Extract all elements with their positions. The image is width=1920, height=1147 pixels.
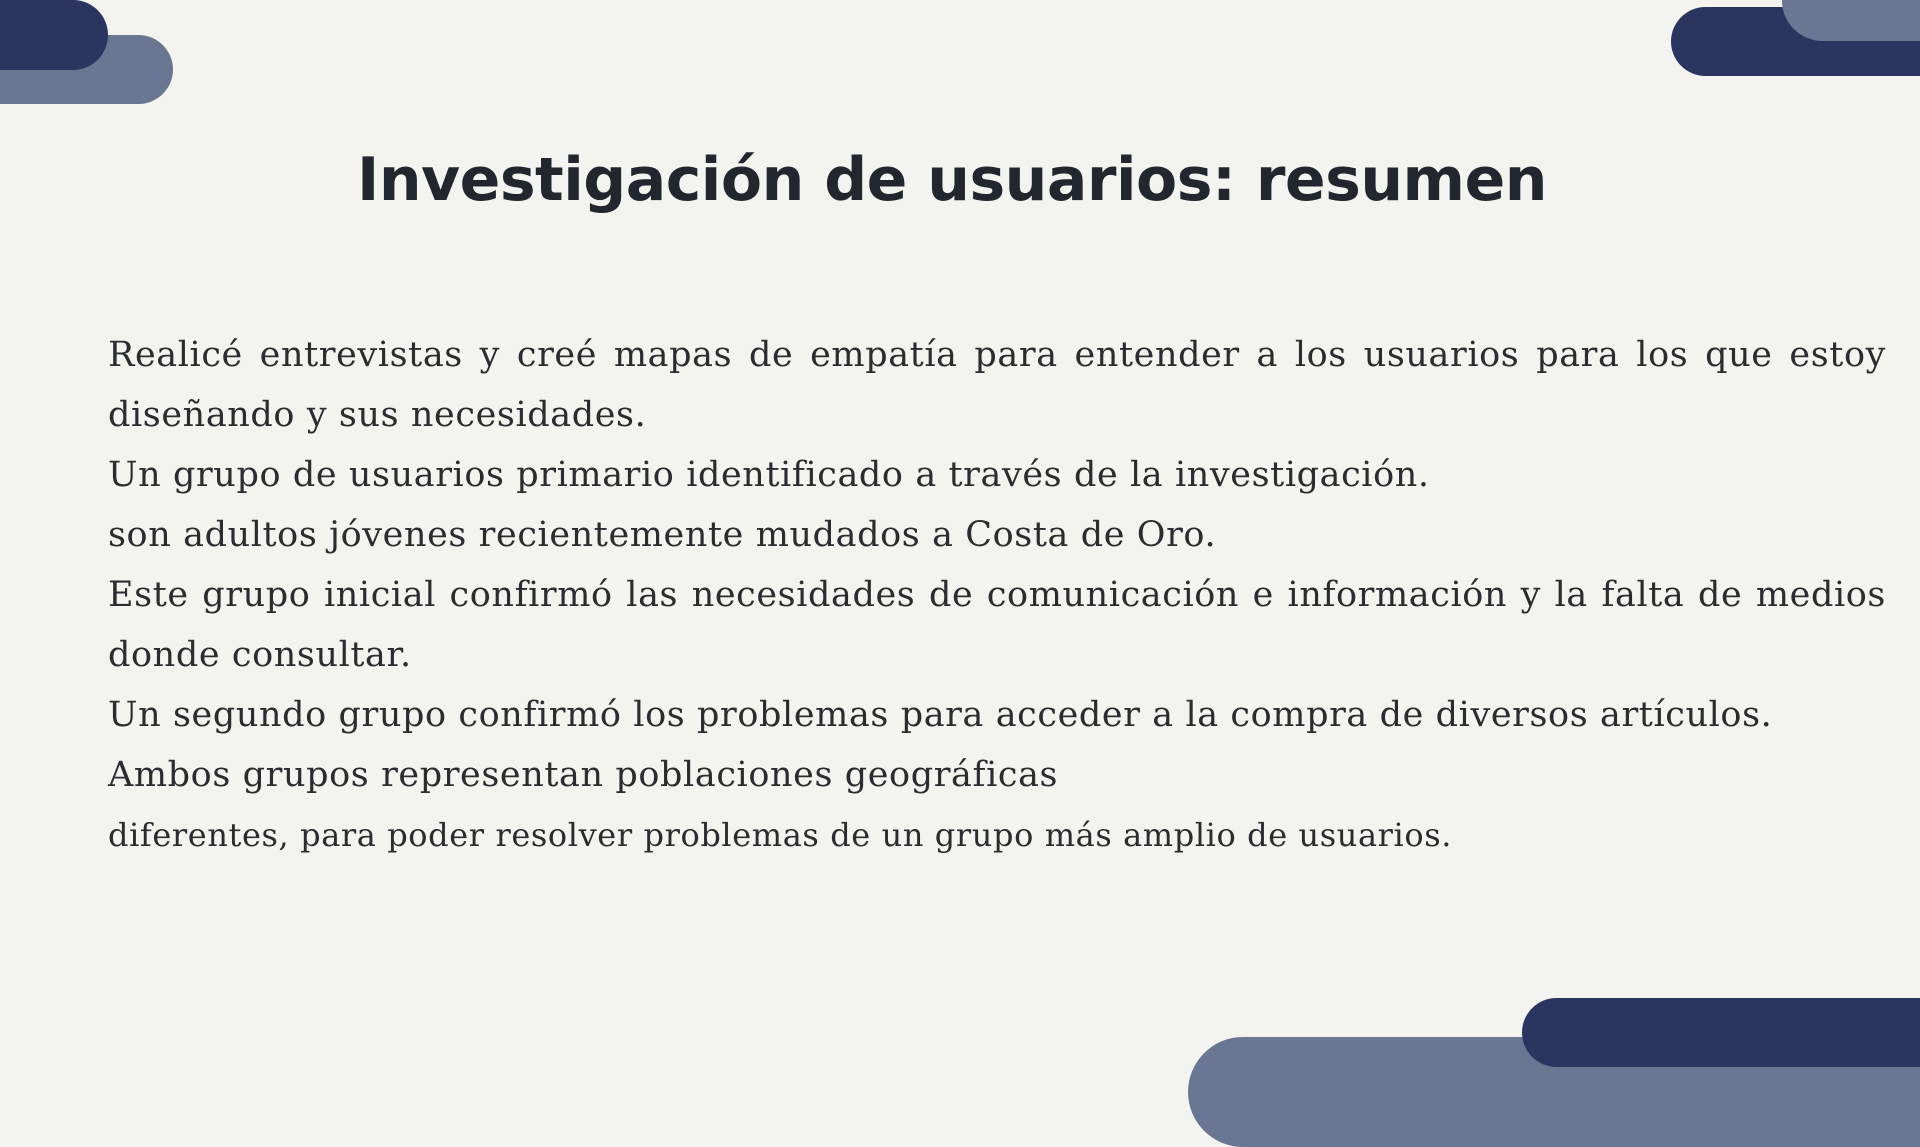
decorative-pill-top-left-dark xyxy=(0,0,108,70)
body-paragraph-interviews: Realicé entrevistas y creé mapas de empatía para entender a los usuarios para los que estoy diseñando y sus necesidades. xyxy=(108,335,1886,435)
decorative-pill-bottom-right-dark xyxy=(1522,998,1920,1067)
body-paragraph-both-groups: Ambos grupos representan poblaciones geográficas xyxy=(108,755,1059,795)
body-paragraph-wider-group: diferentes, para poder resolver problemas de un grupo más amplio de usuarios. xyxy=(108,816,1453,854)
body-paragraph-young-adults: son adultos jóvenes recientemente mudados a Costa de Oro. xyxy=(108,515,1217,555)
body-paragraph-initial-group: Este grupo inicial confirmó las necesidades de comunicación e información y la falta de medios donde consultar. xyxy=(108,575,1886,675)
body-paragraph-primary-group: Un grupo de usuarios primario identificado a través de la investigación. xyxy=(108,455,1430,495)
slide-title: Investigación de usuarios: resumen xyxy=(357,145,1547,215)
decorative-pill-top-right-light xyxy=(1782,0,1920,41)
body-paragraph-second-group: Un segundo grupo confirmó los problemas para acceder a la compra de diversos artículos. xyxy=(108,695,1773,735)
slide-body xyxy=(108,325,1886,863)
